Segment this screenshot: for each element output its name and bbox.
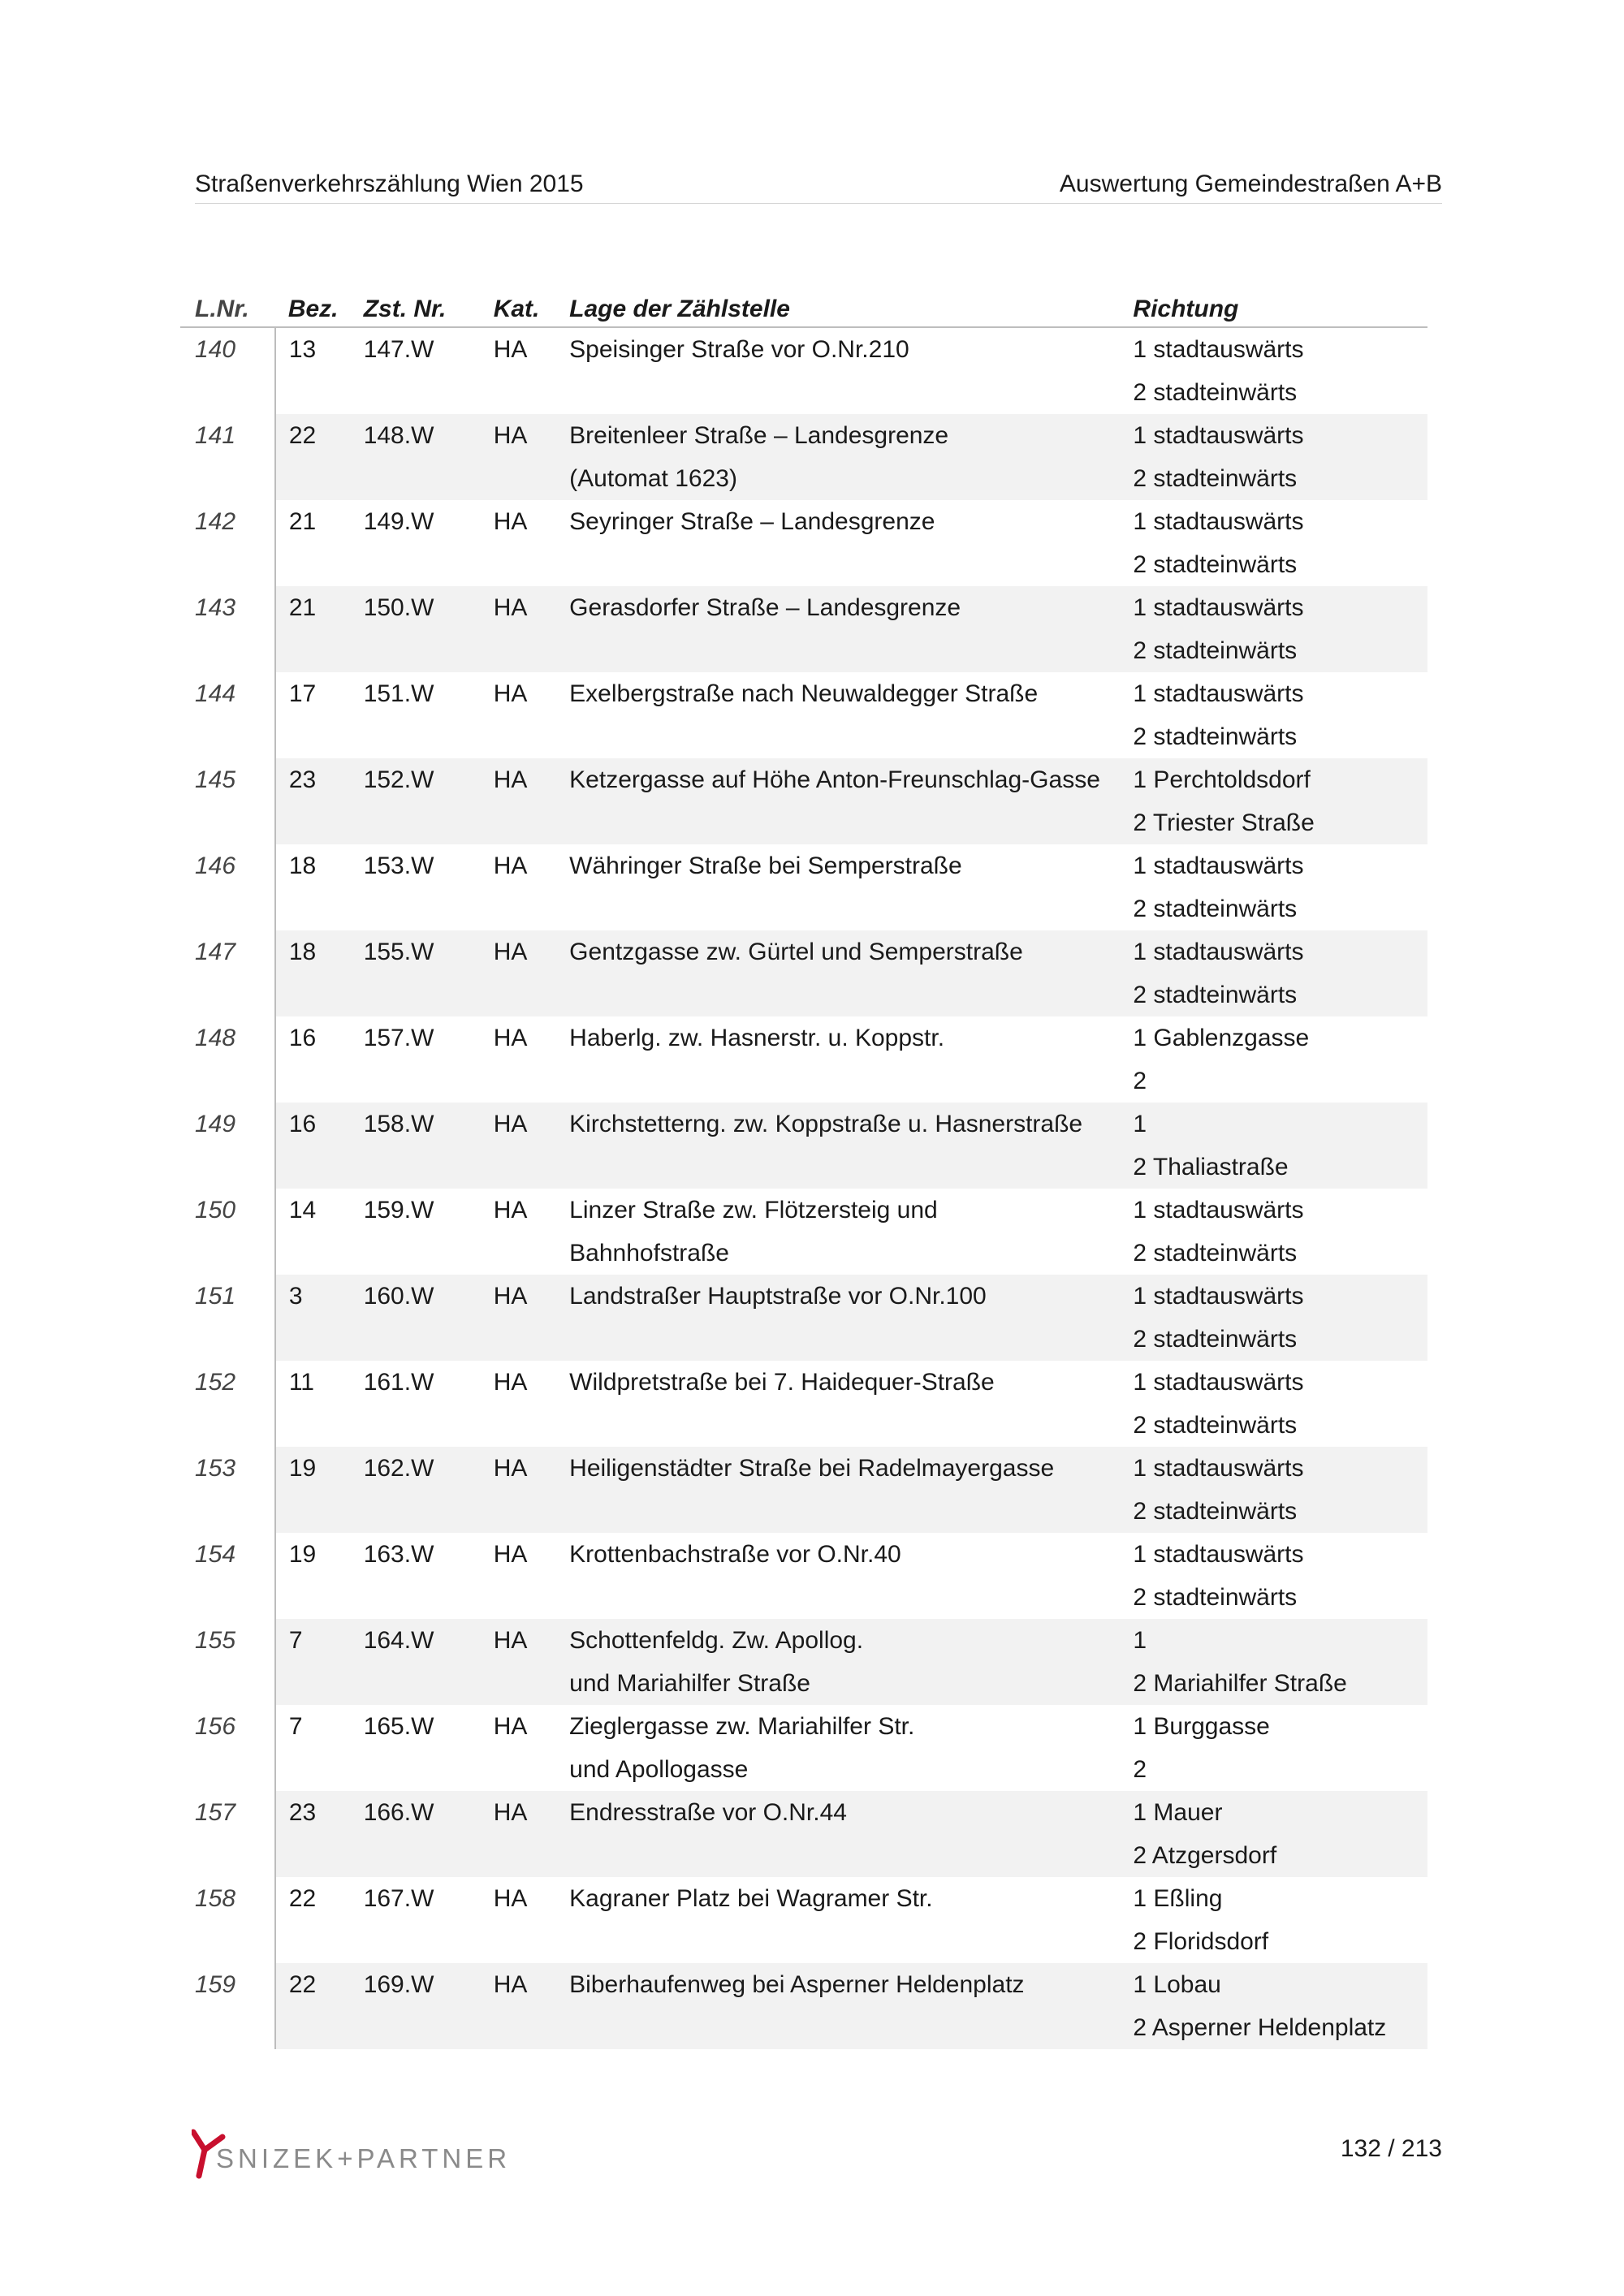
cell-kat: HA	[493, 1368, 528, 1396]
cell-lage: und Mariahilfer Straße	[569, 1662, 1133, 1705]
cell-kat	[494, 457, 569, 500]
table-row	[180, 1232, 1427, 1275]
cell-kat	[494, 629, 569, 672]
cell-kat	[494, 2006, 569, 2049]
cell-kat	[494, 1662, 569, 1705]
cell-kat: HA	[493, 1884, 528, 1912]
cell-richtung: 2 Atzgersdorf	[1133, 1834, 1427, 1877]
cell-zst: 152.W	[364, 758, 494, 801]
cell-lage: Ketzergasse auf Höhe Anton-Freunschlag-Gasse	[569, 758, 1133, 801]
cell-lage	[569, 371, 1133, 414]
cell-bez	[275, 1834, 364, 1877]
cell-bez	[275, 887, 364, 930]
cell-bez: 23	[275, 1791, 364, 1834]
cell-lage: Währinger Straße bei Semperstraße	[569, 852, 962, 879]
table-row	[180, 500, 1427, 543]
cell-lnr	[180, 629, 275, 672]
cell-zst	[364, 629, 494, 672]
cell-kat	[494, 1318, 569, 1361]
cell-zst: 162.W	[364, 1447, 494, 1490]
cell-zst	[364, 1576, 494, 1619]
cell-zst	[364, 1318, 494, 1361]
table-row	[180, 1963, 1427, 2006]
table-row	[180, 1318, 1427, 1361]
cell-lnr	[180, 887, 275, 930]
cell-lage: Bahnhofstraße	[569, 1239, 729, 1267]
cell-bez: 11	[288, 1368, 314, 1396]
cell-bez: 21	[275, 586, 364, 629]
cell-zst: 160.W	[364, 1275, 494, 1318]
cell-lnr: 141	[180, 414, 275, 457]
table-row	[180, 1576, 1427, 1619]
cell-lage: Gerasdorfer Straße – Landesgrenze	[569, 586, 1133, 629]
cell-lage: Wildpretstraße bei 7. Haidequer-Straße	[569, 1368, 995, 1396]
cell-zst: 159.W	[363, 1196, 434, 1224]
cell-richtung: 1	[1133, 1103, 1427, 1146]
col-header-kat: Kat.	[494, 274, 569, 327]
cell-lage	[569, 1404, 1133, 1447]
cell-lage: Heiligenstädter Straße bei Radelmayergasse	[569, 1447, 1133, 1490]
cell-kat: HA	[494, 586, 569, 629]
cell-bez: 18	[288, 852, 317, 879]
table-row	[180, 801, 1427, 844]
cell-lnr	[180, 1232, 275, 1275]
cell-kat: HA	[494, 930, 569, 973]
table-row	[180, 1447, 1427, 1490]
cell-richtung: 1 stadtauswärts	[1133, 1368, 1304, 1396]
cell-zst: 157.W	[363, 1024, 434, 1051]
cell-lage	[569, 2006, 1133, 2049]
cell-zst	[364, 1404, 494, 1447]
cell-lnr: 144	[180, 672, 275, 715]
cell-richtung: 1 stadtauswärts	[1133, 507, 1304, 535]
cell-bez	[275, 371, 364, 414]
cell-zst	[364, 1146, 494, 1189]
cell-bez	[275, 1060, 364, 1103]
cell-richtung: 2	[1133, 1067, 1147, 1094]
cell-kat: HA	[494, 414, 569, 457]
cell-zst	[364, 1232, 494, 1275]
cell-lnr: 143	[180, 586, 275, 629]
logo-mark-icon	[192, 2129, 533, 2179]
cell-lnr	[180, 1920, 275, 1963]
cell-lnr	[180, 801, 275, 844]
cell-lnr	[180, 973, 275, 1016]
cell-lage	[569, 1146, 1133, 1189]
cell-richtung: 2 Asperner Heldenplatz	[1133, 2006, 1427, 2049]
header-subtitle: Auswertung Gemeindestraßen A+B	[1059, 170, 1442, 197]
cell-bez	[275, 715, 364, 758]
cell-richtung: 2 stadteinwärts	[1133, 550, 1298, 578]
cell-kat	[494, 371, 569, 414]
cell-lage: Biberhaufenweg bei Asperner Heldenplatz	[569, 1963, 1133, 2006]
cell-lnr: 151	[180, 1275, 275, 1318]
cell-lage	[569, 887, 1133, 930]
cell-bez	[275, 1318, 364, 1361]
cell-lage	[569, 801, 1133, 844]
cell-zst	[364, 715, 494, 758]
cell-kat: HA	[493, 1540, 528, 1568]
table-row	[180, 844, 1427, 887]
cell-bez: 17	[288, 680, 317, 707]
cell-richtung: 1 Gablenzgasse	[1133, 1024, 1310, 1051]
cell-bez: 13	[288, 335, 317, 363]
cell-lnr	[180, 715, 275, 758]
cell-kat: HA	[494, 1963, 569, 2006]
table-header-row	[180, 274, 1427, 327]
cell-lage: Haberlg. zw. Hasnerstr. u. Koppstr.	[569, 1024, 945, 1051]
table-row	[180, 1275, 1427, 1318]
logo-text: SNIZEK+PARTNER	[216, 2143, 512, 2173]
cell-lnr: 149	[180, 1103, 275, 1146]
table-row	[180, 1533, 1427, 1576]
cell-lnr	[180, 1490, 275, 1533]
cell-lnr	[180, 1834, 275, 1877]
cell-bez	[275, 1404, 364, 1447]
cell-zst	[364, 1490, 494, 1533]
col-header-zst: Zst. Nr.	[364, 274, 494, 327]
page-header	[195, 170, 1442, 204]
cell-kat: HA	[493, 1024, 528, 1051]
cell-bez: 19	[288, 1540, 317, 1568]
cell-kat	[494, 1748, 569, 1791]
cell-richtung: 2 stadteinwärts	[1133, 1490, 1427, 1533]
cell-kat: HA	[493, 680, 528, 707]
cell-zst	[364, 1748, 494, 1791]
cell-lnr	[180, 1060, 275, 1103]
table-row	[180, 672, 1427, 715]
cell-bez	[275, 973, 364, 1016]
cell-lnr	[180, 457, 275, 500]
cell-kat	[494, 801, 569, 844]
cell-bez: 19	[275, 1447, 364, 1490]
table-row	[180, 1189, 1427, 1232]
cell-bez	[275, 1146, 364, 1189]
cell-lage: Seyringer Straße – Landesgrenze	[569, 507, 935, 535]
table-row	[180, 586, 1427, 629]
cell-bez: 22	[275, 414, 364, 457]
table-row	[180, 1361, 1427, 1404]
cell-lnr: 157	[180, 1791, 275, 1834]
cell-kat: HA	[494, 1791, 569, 1834]
table-row	[180, 973, 1427, 1016]
table-row	[180, 1060, 1427, 1103]
table-row	[180, 1662, 1427, 1705]
cell-bez	[275, 1748, 364, 1791]
cell-bez: 22	[288, 1884, 317, 1912]
cell-bez	[275, 629, 364, 672]
cell-lage: (Automat 1623)	[569, 457, 1133, 500]
table-row	[180, 457, 1427, 500]
cell-lnr: 146	[180, 844, 275, 887]
table-row	[180, 1920, 1427, 1963]
table-row	[180, 543, 1427, 586]
cell-richtung: 2 stadteinwärts	[1133, 973, 1427, 1016]
cell-lnr	[180, 2006, 275, 2049]
cell-lage: Landstraßer Hauptstraße vor O.Nr.100	[569, 1275, 1133, 1318]
cell-kat	[494, 1060, 569, 1103]
company-logo	[192, 2129, 533, 2179]
cell-lage	[569, 1318, 1133, 1361]
cell-zst	[364, 543, 494, 586]
cell-richtung: 1 stadtauswärts	[1133, 852, 1304, 879]
cell-lnr: 153	[180, 1447, 275, 1490]
cell-bez: 16	[288, 1024, 317, 1051]
cell-kat: HA	[494, 1447, 569, 1490]
cell-kat	[494, 887, 569, 930]
cell-kat: HA	[494, 1619, 569, 1662]
cell-bez	[275, 1576, 364, 1619]
cell-richtung: 1 stadtauswärts	[1133, 1540, 1304, 1568]
cell-kat	[494, 1146, 569, 1189]
cell-richtung: 2 stadteinwärts	[1133, 723, 1298, 750]
cell-zst: 155.W	[364, 930, 494, 973]
cell-zst: 166.W	[364, 1791, 494, 1834]
cell-kat	[494, 1576, 569, 1619]
cell-richtung: 2 Triester Straße	[1133, 801, 1427, 844]
cell-lnr: 147	[180, 930, 275, 973]
cell-bez	[275, 801, 364, 844]
cell-richtung: 1 Lobau	[1133, 1963, 1427, 2006]
cell-kat	[494, 543, 569, 586]
cell-kat: HA	[493, 852, 528, 879]
cell-richtung: 1 stadtauswärts	[1133, 414, 1427, 457]
cell-richtung: 2	[1133, 1755, 1147, 1783]
cell-bez: 3	[275, 1275, 364, 1318]
cell-lage	[569, 543, 1133, 586]
cell-bez: 22	[275, 1963, 364, 2006]
cell-richtung: 1 stadtauswärts	[1133, 335, 1304, 363]
cell-lnr: 155	[180, 1619, 275, 1662]
cell-lnr: 156	[180, 1705, 275, 1748]
cell-kat: HA	[493, 1196, 528, 1224]
cell-bez: 21	[288, 507, 317, 535]
col-header-lage: Lage der Zählstelle	[569, 274, 1133, 327]
cell-bez	[275, 1920, 364, 1963]
cell-richtung: 1 stadtauswärts	[1133, 1196, 1304, 1224]
table-row	[180, 1146, 1427, 1189]
cell-richtung: 1 stadtauswärts	[1133, 1275, 1427, 1318]
cell-bez: 23	[275, 758, 364, 801]
table-row	[180, 629, 1427, 672]
cell-lnr	[180, 1576, 275, 1619]
cell-bez: 16	[275, 1103, 364, 1146]
cell-bez: 14	[288, 1196, 317, 1224]
cell-zst: 165.W	[363, 1712, 434, 1740]
cell-richtung: 2 Floridsdorf	[1133, 1927, 1269, 1955]
cell-lage: Exelbergstraße nach Neuwaldegger Straße	[569, 680, 1039, 707]
cell-kat: HA	[494, 1103, 569, 1146]
col-header-richtung: Richtung	[1133, 274, 1427, 327]
cell-kat	[494, 1404, 569, 1447]
cell-richtung: 2 stadteinwärts	[1133, 457, 1427, 500]
table-row	[180, 715, 1427, 758]
cell-lnr: 154	[180, 1533, 275, 1576]
cell-bez	[275, 2006, 364, 2049]
cell-zst: 148.W	[364, 414, 494, 457]
cell-kat	[494, 1834, 569, 1877]
cell-richtung: 2 stadteinwärts	[1133, 1411, 1298, 1439]
cell-lage: Kagraner Platz bei Wagramer Str.	[569, 1884, 933, 1912]
cell-zst: 169.W	[364, 1963, 494, 2006]
table-row	[180, 1404, 1427, 1447]
page-number: 132 / 213	[1340, 2135, 1442, 2162]
cell-kat	[494, 1232, 569, 1275]
cell-lage	[569, 1834, 1133, 1877]
cell-lnr: 150	[180, 1189, 275, 1232]
table-row	[180, 1016, 1427, 1060]
cell-zst: 167.W	[363, 1884, 434, 1912]
cell-richtung: 1 Eßling	[1133, 1884, 1223, 1912]
cell-zst	[364, 371, 494, 414]
counting-stations-table	[180, 274, 1427, 2049]
cell-zst	[364, 887, 494, 930]
cell-richtung: 2 stadteinwärts	[1133, 1318, 1427, 1361]
cell-lnr	[180, 1318, 275, 1361]
cell-lage: Linzer Straße zw. Flötzersteig und	[569, 1196, 938, 1224]
cell-richtung: 1	[1133, 1619, 1427, 1662]
cell-kat: HA	[493, 1712, 528, 1740]
cell-bez	[275, 1232, 364, 1275]
cell-richtung: 1 stadtauswärts	[1133, 1447, 1427, 1490]
cell-lage	[569, 715, 1133, 758]
cell-zst: 149.W	[363, 507, 434, 535]
cell-kat: HA	[494, 1275, 569, 1318]
cell-kat: HA	[494, 758, 569, 801]
cell-bez: 7	[288, 1712, 303, 1740]
cell-kat	[494, 715, 569, 758]
cell-kat	[494, 973, 569, 1016]
cell-richtung: 2 stadteinwärts	[1133, 1239, 1298, 1267]
cell-richtung: 2 Thaliastraße	[1133, 1146, 1427, 1189]
cell-lnr: 145	[180, 758, 275, 801]
cell-richtung: 2 Mariahilfer Straße	[1133, 1662, 1427, 1705]
table-row	[180, 1748, 1427, 1791]
cell-zst: 164.W	[364, 1619, 494, 1662]
table-body	[180, 327, 1427, 2049]
table-row	[180, 1103, 1427, 1146]
cell-kat: HA	[493, 507, 528, 535]
cell-lage	[569, 1490, 1133, 1533]
cell-lnr: 142	[180, 500, 275, 543]
cell-lage: und Apollogasse	[569, 1755, 749, 1783]
cell-zst	[364, 1060, 494, 1103]
cell-lnr	[180, 1748, 275, 1791]
cell-zst: 153.W	[363, 852, 434, 879]
cell-lage	[569, 629, 1133, 672]
cell-lage	[569, 1920, 1133, 1963]
header-title: Straßenverkehrszählung Wien 2015	[195, 170, 584, 197]
cell-lage	[569, 1576, 1133, 1619]
cell-zst: 161.W	[363, 1368, 434, 1396]
cell-zst: 147.W	[363, 335, 434, 363]
cell-kat	[494, 1920, 569, 1963]
cell-lage: Gentzgasse zw. Gürtel und Semperstraße	[569, 930, 1133, 973]
table-row	[180, 1834, 1427, 1877]
cell-lnr: 140	[180, 327, 275, 371]
cell-zst	[364, 2006, 494, 2049]
cell-zst	[364, 1662, 494, 1705]
cell-richtung: 1 stadtauswärts	[1133, 930, 1427, 973]
cell-lnr	[180, 371, 275, 414]
cell-lage	[569, 1060, 1133, 1103]
cell-lage: Breitenleer Straße – Landesgrenze	[569, 414, 1133, 457]
cell-lage: Endresstraße vor O.Nr.44	[569, 1791, 1133, 1834]
cell-zst	[364, 973, 494, 1016]
col-header-bez: Bez.	[275, 274, 364, 327]
cell-richtung: 2 stadteinwärts	[1133, 895, 1298, 922]
cell-zst	[364, 457, 494, 500]
cell-lnr: 152	[180, 1361, 275, 1404]
table-row	[180, 371, 1427, 414]
cell-kat: HA	[493, 335, 528, 363]
table-row	[180, 1619, 1427, 1662]
col-header-lnr: L.Nr.	[180, 274, 275, 327]
cell-lnr	[180, 1146, 275, 1189]
cell-richtung: 1 Burggasse	[1133, 1712, 1270, 1740]
cell-lage: Kirchstetterng. zw. Koppstraße u. Hasnerstraße	[569, 1103, 1133, 1146]
cell-bez	[275, 1662, 364, 1705]
cell-zst	[364, 1920, 494, 1963]
cell-richtung: 1 stadtauswärts	[1133, 586, 1427, 629]
cell-richtung: 1 Mauer	[1133, 1791, 1427, 1834]
cell-zst	[364, 1834, 494, 1877]
cell-lage	[569, 973, 1133, 1016]
table-row	[180, 327, 1427, 371]
cell-bez	[275, 457, 364, 500]
cell-richtung: 1 stadtauswärts	[1133, 680, 1304, 707]
cell-bez: 18	[275, 930, 364, 973]
cell-richtung: 2 stadteinwärts	[1133, 629, 1427, 672]
cell-lnr: 148	[180, 1016, 275, 1060]
cell-lnr	[180, 1662, 275, 1705]
cell-lnr: 158	[180, 1877, 275, 1920]
cell-lage: Speisinger Straße vor O.Nr.210	[569, 335, 909, 363]
cell-richtung: 2 stadteinwärts	[1133, 378, 1298, 406]
cell-zst: 151.W	[363, 680, 434, 707]
cell-kat	[494, 1490, 569, 1533]
cell-lage: Zieglergasse zw. Mariahilfer Str.	[569, 1712, 915, 1740]
cell-zst	[364, 801, 494, 844]
cell-lnr	[180, 543, 275, 586]
cell-zst: 158.W	[364, 1103, 494, 1146]
table-row	[180, 414, 1427, 457]
cell-bez	[275, 1490, 364, 1533]
table-row	[180, 1877, 1427, 1920]
cell-lage: Krottenbachstraße vor O.Nr.40	[569, 1540, 901, 1568]
cell-bez	[275, 543, 364, 586]
table-row	[180, 1705, 1427, 1748]
cell-richtung: 1 Perchtoldsdorf	[1133, 758, 1427, 801]
table-row	[180, 1490, 1427, 1533]
table-row	[180, 758, 1427, 801]
cell-lnr: 159	[180, 1963, 275, 2006]
table-row	[180, 1791, 1427, 1834]
cell-lage: Schottenfeldg. Zw. Apollog.	[569, 1619, 1133, 1662]
table-row	[180, 2006, 1427, 2049]
cell-zst: 150.W	[364, 586, 494, 629]
cell-bez: 7	[275, 1619, 364, 1662]
cell-zst: 163.W	[363, 1540, 434, 1568]
table-row	[180, 887, 1427, 930]
cell-richtung: 2 stadteinwärts	[1133, 1583, 1298, 1611]
cell-lnr	[180, 1404, 275, 1447]
table-row	[180, 930, 1427, 973]
